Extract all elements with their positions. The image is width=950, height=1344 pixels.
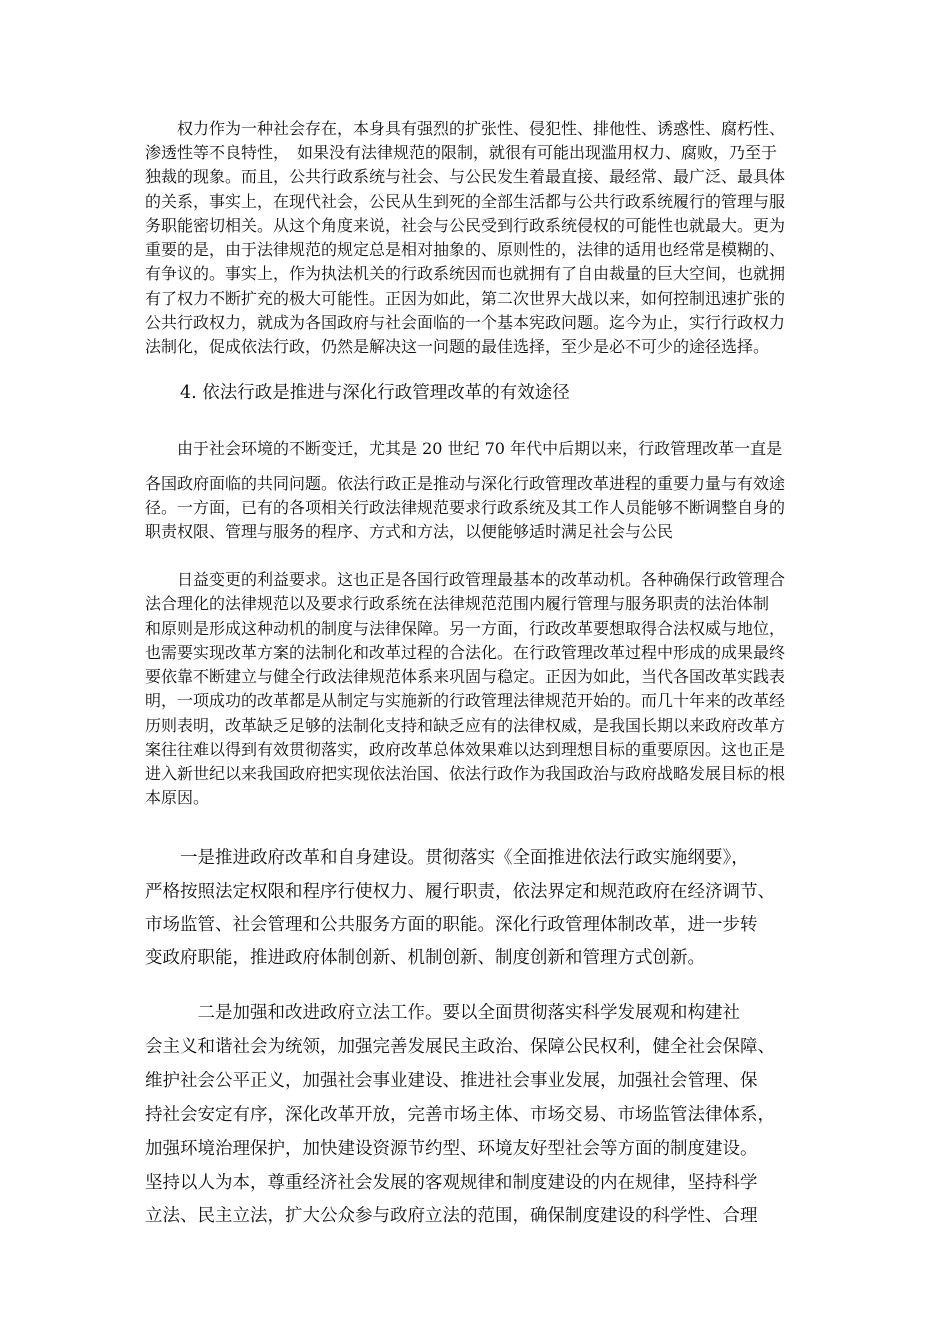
para3-line-8: 案往往难以得到有效贯彻落实，政府改革总体效果难以达到理想目标的重要原因。这也正是	[145, 740, 786, 759]
para3-line-2: 法合理化的法律规范以及要求行政系统在法律规范范围内履行管理与服务职责的法治体制	[145, 594, 770, 613]
para3-line-9: 进入新世纪以来我国政府把实现依法治国、依法行政作为我国政治与政府战略发展目标的根	[145, 764, 786, 783]
para4-line-4: 变政府职能，推进政府体制创新、机制创新、制度创新和管理方式创新。	[145, 948, 705, 968]
para1-line-7: 有争议的。事实上，作为执法机关的行政系统因而也就拥有了自由裁量的巨大空间，也就拥	[145, 264, 786, 283]
para5-line-7: 立法、民主立法，扩大公众参与政府立法的范围，确保制度建设的科学性、合理	[145, 1206, 758, 1226]
para3-line-5: 要依靠不断建立与健全行政法律规范体系来巩固与稳定。正因为如此，当代各国改革实践表	[145, 667, 786, 686]
para2-line-3: 径。一方面，已有的各项相关行政法律规范要求行政系统及其工作人员能够不断调整自身的	[145, 498, 786, 517]
para1-line-2: 渗透性等不良特性， 如果没有法律规范的限制，就很有可能出现滥用权力、腐败，乃至于	[145, 143, 778, 162]
para4-line-3: 市场监管、社会管理和公共服务方面的职能。深化行政管理体制改革，进一步转	[145, 915, 758, 935]
para1-line-9: 公共行政权力，就成为各国政府与社会面临的一个基本宪政问题。迄今为止，实行行政权力	[145, 313, 786, 332]
para4-line-1: 一是推进政府改革和自身建设。贯彻落实《全面推进依法行政实施纲要》，	[145, 848, 749, 868]
para1-line-3: 独裁的现象。而且，公共行政系统与社会、与公民发生着最直接、最经常、最广泛、最具体	[145, 167, 786, 186]
para3-line-10: 本原因。	[145, 788, 210, 807]
para3-line-7: 历则表明，改革缺乏足够的法制化支持和缺乏应有的法律权威，是我国长期以来政府改革方	[145, 716, 786, 735]
para3-line-3: 和原则是形成这种动机的制度与法律保障。另一方面，行政改革要想取得合法权威与地位，	[145, 619, 786, 638]
para1-line-5: 务职能密切相关。从这个角度来说，社会与公民受到行政系统侵权的可能性也就最大。更为	[145, 216, 786, 235]
para5-line-3: 维护社会公平正义，加强社会事业建设、推进社会事业发展，加强社会管理、保	[145, 1071, 758, 1091]
para5-line-5: 加强环境治理保护，加快建设资源节约型、环境友好型社会等方面的制度建设。	[145, 1139, 758, 1159]
para2-line-1: 由于社会环境的不断变迁，尤其是 20 世纪 70 年代中后期以来，行政管理改革一直是	[145, 439, 783, 458]
para5-line-2: 会主义和谐社会为统领，加强完善发展民主政治、保障公民权利，健全社会保障、	[145, 1037, 775, 1057]
para3-line-1: 日益变更的利益要求。这也正是各国行政管理最基本的改革动机。各种确保行政管理合	[145, 570, 786, 589]
para1-line-4: 的关系，事实上，在现代社会，公民从生到死的全部生活都与公共行政系统履行的管理与服	[145, 192, 786, 211]
para3-line-4: 也需要实现改革方案的法制化和改革过程的合法化。在行政管理改革过程中形成的成果最终	[145, 643, 786, 662]
para1-line-8: 有了权力不断扩充的极大可能性。正因为如此，第二次世界大战以来，如何控制迅速扩张的	[145, 289, 786, 308]
para2-line-2: 各国政府面临的共同问题。依法行政正是推动与深化行政管理改革进程的重要力量与有效途	[145, 474, 786, 493]
para2-line-4: 职责权限、管理与服务的程序、方式和方法，以便能够适时满足社会与公民	[145, 522, 674, 541]
para5-line-1: 二是加强和改进政府立法工作。要以全面贯彻落实科学发展观和构建社	[145, 1003, 740, 1023]
para3-line-6: 明，一项成功的改革都是从制定与实施新的行政管理法律规范开始的。而几十年来的改革经	[145, 691, 786, 710]
para1-line-10: 法制化，促成依法行政，仍然是解决这一问题的最佳选择，至少是必不可少的途径选择。	[145, 337, 770, 356]
para1-line-1: 权力作为一种社会存在，本身具有强烈的扩张性、侵犯性、排他性、诱惑性、腐朽性、	[145, 119, 786, 138]
para1-line-6: 重要的是，由于法律规范的规定总是相对抽象的、原则性的，法律的适用也经常是模糊的、	[145, 240, 786, 259]
para5-line-6: 坚持以人为本，尊重经济社会发展的客观规律和制度建设的内在规律，坚持科学	[145, 1173, 758, 1193]
para5-line-4: 持社会安定有序，深化改革开放，完善市场主体、市场交易、市场监管法律体系，	[145, 1105, 775, 1125]
section-heading: 4. 依法行政是推进与深化行政管理改革的有效途径	[145, 383, 570, 403]
para4-line-2: 严格按照法定权限和程序行使权力、履行职责，依法界定和规范政府在经济调节、	[145, 882, 775, 902]
